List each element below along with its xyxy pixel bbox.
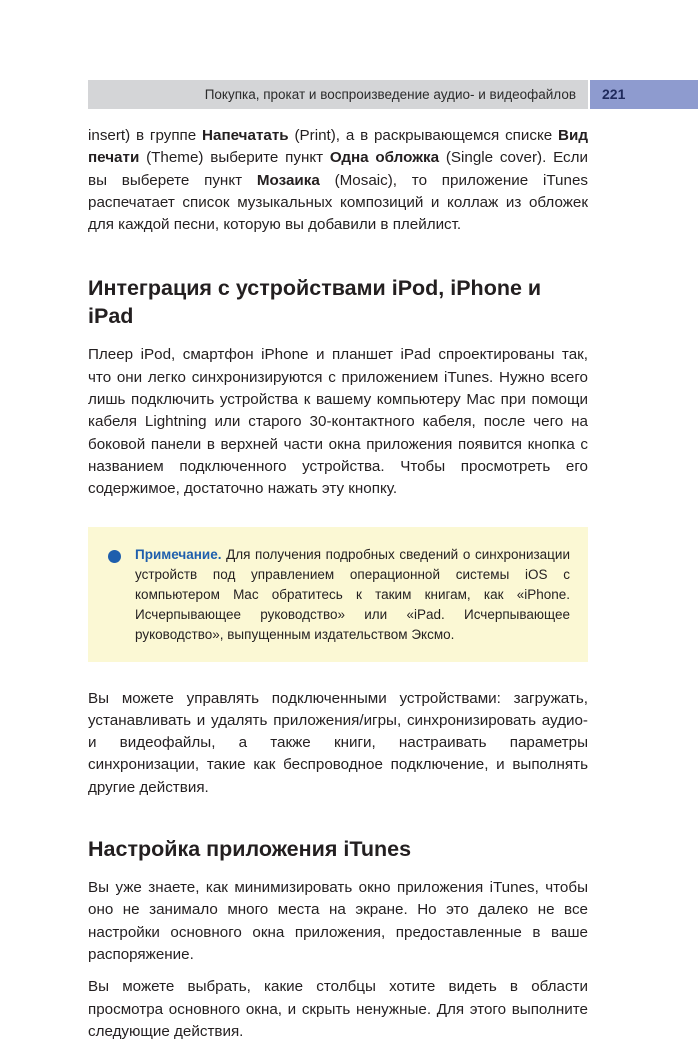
section-heading-device-integration: Интеграция с устройствами iPod, iPhone и iPad (88, 276, 542, 329)
device-integration-paragraph: Плеер iPod, смартфон iPhone и планшет iPad спроектированы так, что они легко синхронизируются с приложением iTunes. Нужно всего лишь подключить устройства к вашему компьютеру Mac при помощи кабеля Lightning или старого 30-контактного кабеля, после чего на боковой панели в верхней части окна приложения появится кнопка с названием подключенного устройства. Чтобы просмотреть его содержимое, достаточно нажать эту кнопку. (88, 346, 588, 498)
term-print: Напечатать (202, 127, 289, 144)
intro-paragraph: insert) в группе Напечатать (Print), а в раскрывающемся списке Вид печати (Theme) выберите пункт Одна обложка (Single cover). Если вы выберете пункт Мозаика (Mosaic), то приложение iTunes распечатает список музыкальных композиций и коллаж из обложек для каждой песни, которую вы добавили в плейлист. (88, 127, 588, 234)
running-header-title: Покупка, прокат и воспроизведение аудио- и видеофайлов (204, 87, 576, 102)
note-label: Примечание. (135, 546, 222, 562)
itunes-settings-paragraph-2: Вы можете выбрать, какие столбцы хотите видеть в области просмотра основного окна, и скрыть ненужные. Для этого выполните следующие действия. (88, 978, 588, 1040)
note-bullet-icon (108, 550, 121, 563)
note-box (88, 527, 588, 662)
term-single-cover: Одна обложка (329, 149, 440, 167)
term-print-view: Вид печати (88, 127, 588, 167)
running-header (88, 80, 588, 109)
page-content (88, 125, 588, 1043)
page-number: 221 (602, 86, 626, 102)
note-text: Примечание. Для получения подробных сведений о синхронизации устройств под управлением операционной системы iOS с компьютером Mac обратитесь к таким книгам, как «iPhone. Исчерпывающее руководство» или «iPad. Исчерпывающее руководство», выпущенным издательством Эксмо. (135, 546, 570, 643)
device-management-paragraph: Вы можете управлять подключенными устройствами: загружать, устанавливать и удалять приложения/игры, синхронизировать аудио- и видеофайлы, а также книги, настраивать параметры синхронизации, такие как беспроводное подключение, и выполнять другие действия. (88, 689, 588, 796)
page-number-box (590, 80, 698, 109)
section-heading-itunes-settings: Настройка приложения iTunes (88, 837, 412, 862)
itunes-settings-paragraph-1: Вы уже знаете, как минимизировать окно приложения iTunes, чтобы оно не занимало много места на экране. Но это далеко не все настройки основного окна приложения, предоставленные в ваше распоряжение. (88, 879, 588, 963)
term-mosaic: Мозаика (256, 171, 320, 189)
